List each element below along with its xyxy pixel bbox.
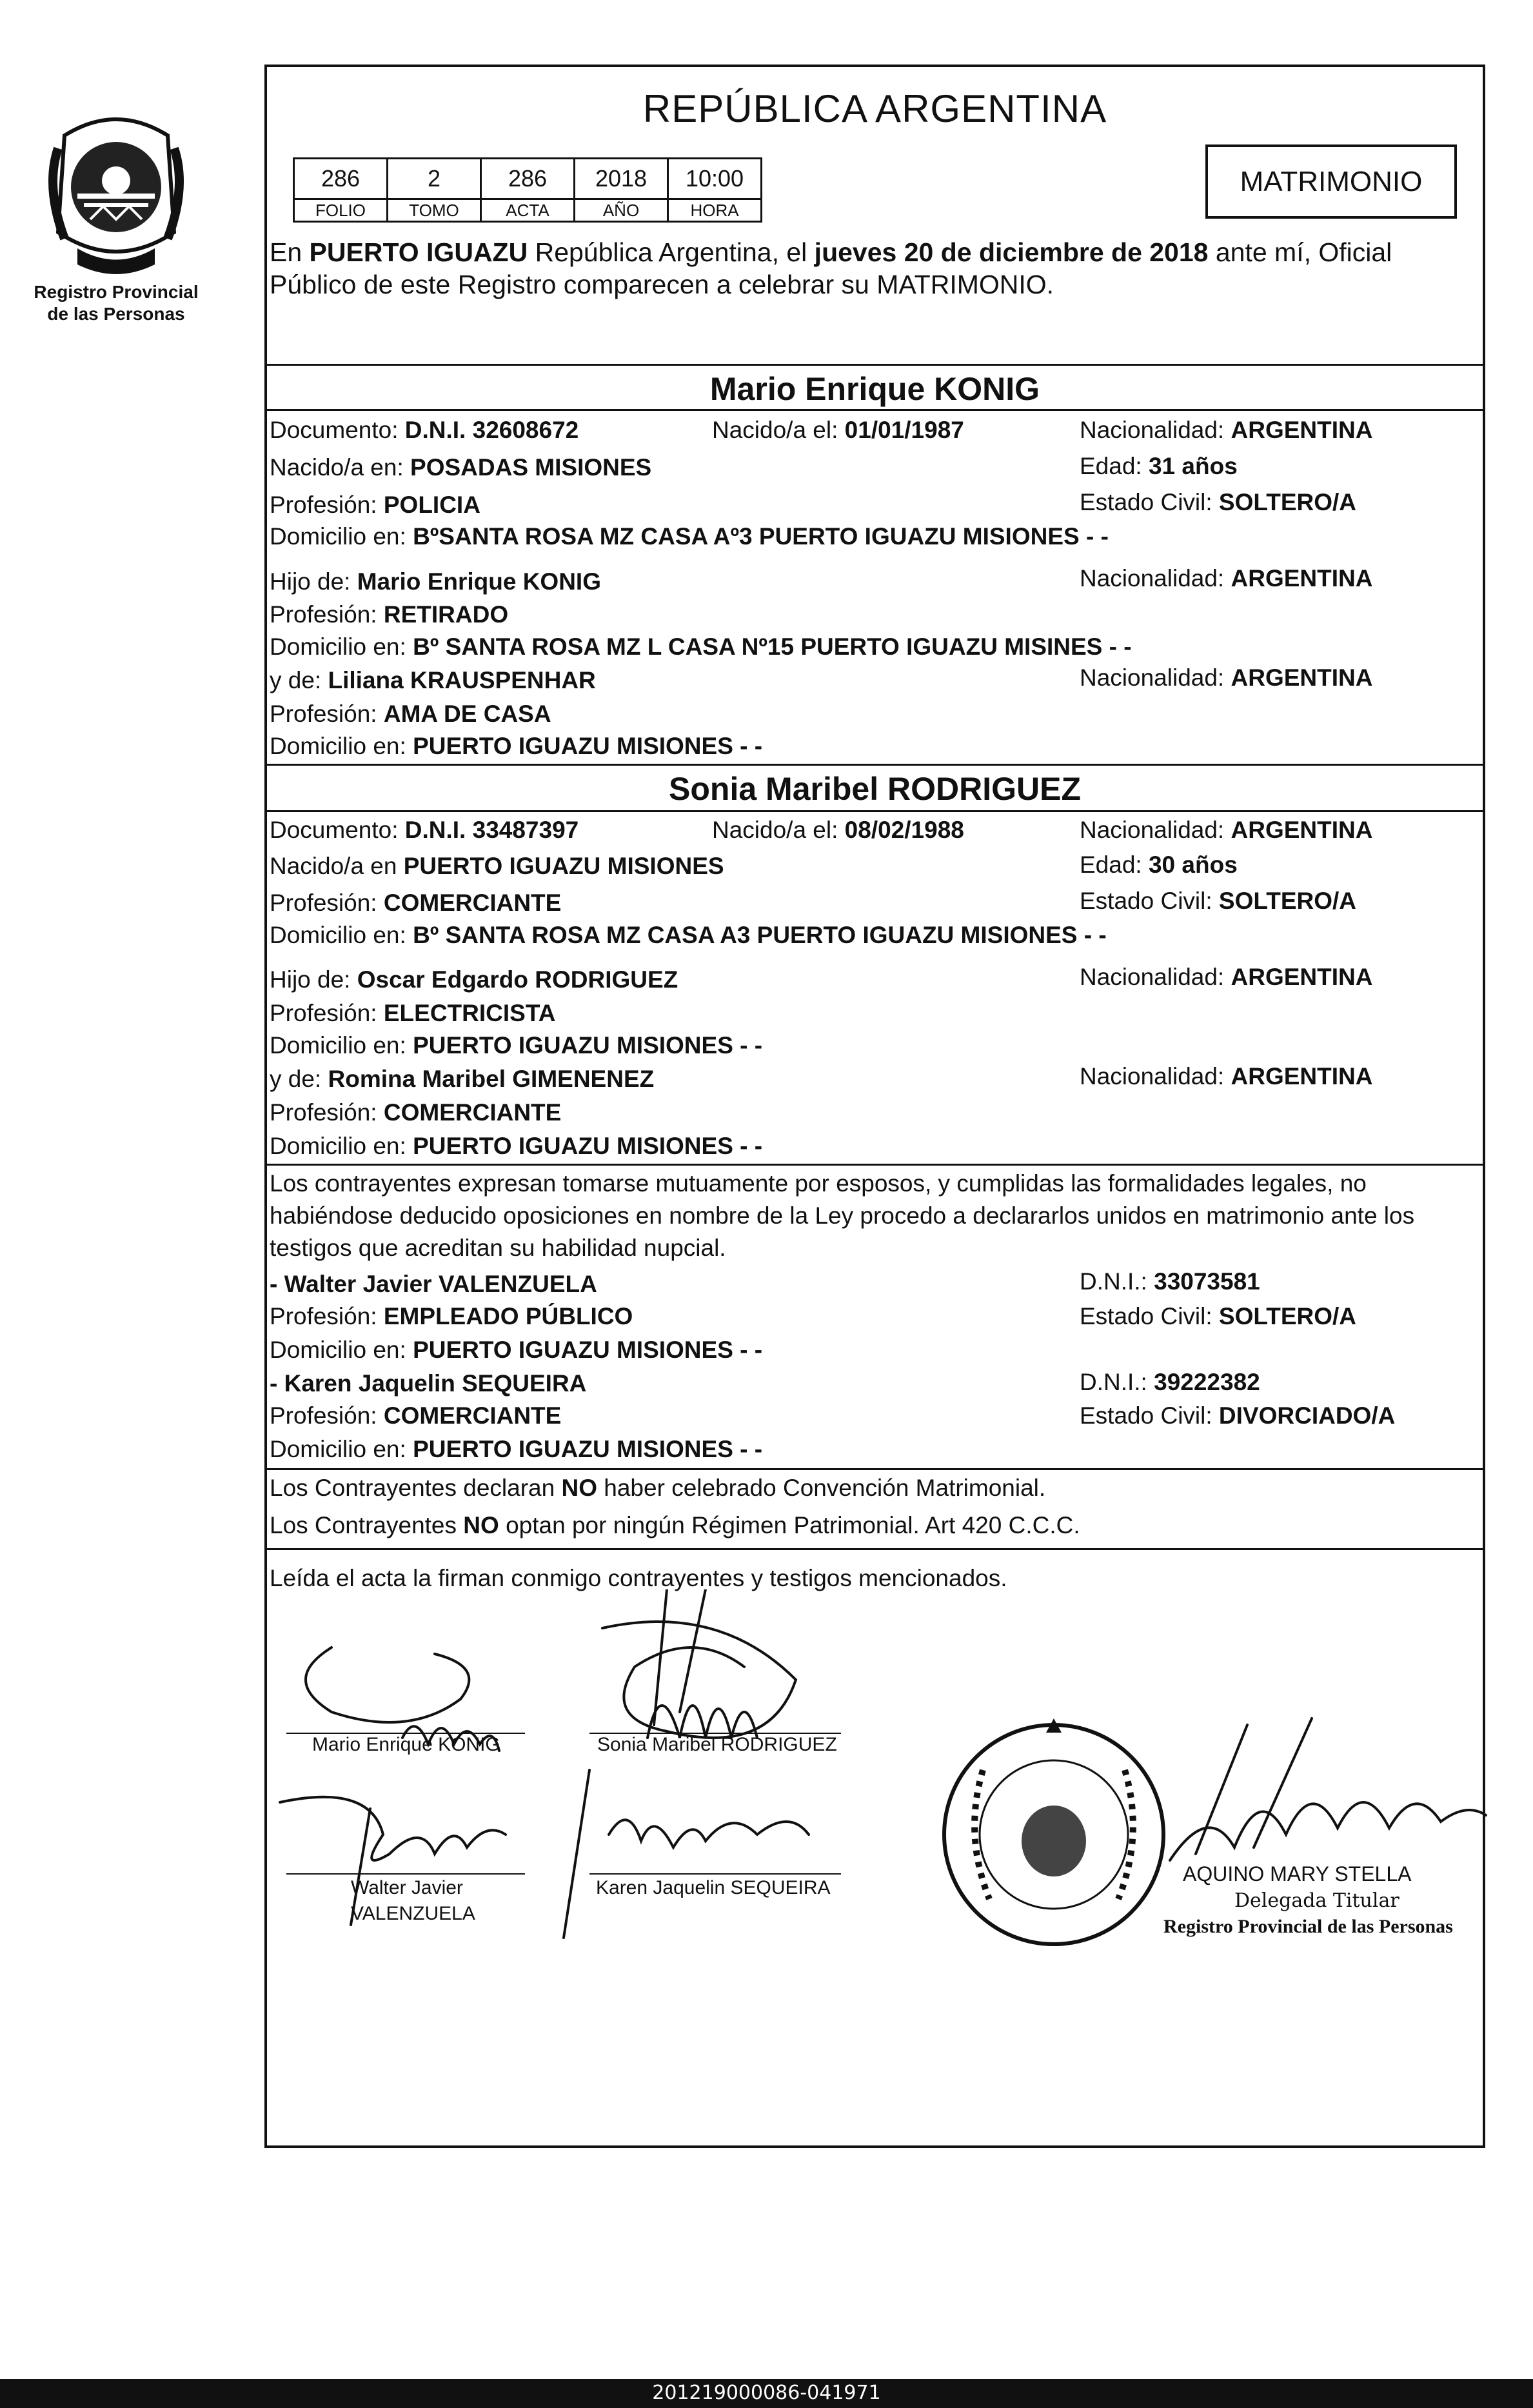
spouse1-dom: BºSANTA ROSA MZ CASA Aº3 PUERTO IGUAZU MISIONES - - (413, 523, 1109, 550)
act-type-box: MATRIMONIO (1205, 144, 1457, 219)
witness1-dom: PUERTO IGUAZU MISIONES - - (413, 1337, 763, 1363)
convention-line-1 (270, 1473, 1045, 1503)
witness1-name: - Walter Javier VALENZUELA (270, 1271, 597, 1297)
convention-line-2 (270, 1511, 1080, 1540)
label: Profesión: (270, 492, 377, 518)
hora-label: HORA (668, 199, 762, 222)
witness1-dni-row (1080, 1267, 1260, 1297)
spouse2-father-prof-row (270, 999, 555, 1028)
label: Nacionalidad: (1080, 565, 1225, 592)
witness2-civil-row (1080, 1401, 1395, 1431)
official-role: Delegada Titular (1234, 1889, 1399, 1912)
label: Edad: (1080, 851, 1142, 878)
spouse2-mother-nat: ARGENTINA (1231, 1063, 1373, 1090)
spouse2-mother-prof-row (270, 1098, 561, 1128)
label: Profesión: (270, 701, 377, 727)
label: D.N.I.: (1080, 1268, 1147, 1295)
label: Profesión: (270, 1099, 377, 1126)
spouse1-prof: POLICIA (383, 492, 480, 518)
tomo-label: TOMO (388, 199, 481, 222)
spouse1-age: 31 años (1148, 453, 1238, 479)
divider (267, 1468, 1483, 1470)
spouse2-name: Sonia Maribel RODRIGUEZ (669, 771, 1081, 807)
spouse1-prof-row (270, 490, 480, 520)
witness2-civil: DIVORCIADO/A (1218, 1402, 1396, 1429)
registry-caption-line2: de las Personas (47, 304, 185, 324)
spouse1-mother-prof: AMA DE CASA (383, 701, 551, 727)
label: Domicilio en: (270, 922, 406, 948)
spouse2-prof-row (270, 888, 561, 918)
label: Hijo de: (270, 568, 351, 595)
spouse1-mother-dom-row (270, 731, 762, 761)
spouse2-age: 30 años (1148, 851, 1238, 878)
acta-value: 286 (481, 159, 575, 199)
intro-text-3: ante mí, Oficial Público de este Registro comparecen a celebrar su MATRIMONIO. (270, 237, 1392, 299)
spouse1-father-prof: RETIRADO (383, 601, 509, 628)
folio-value: 286 (294, 159, 388, 199)
spouse2-mother-dom-row (270, 1131, 762, 1161)
label: Nacido/a en (270, 853, 397, 879)
spouse2-civil-row (1080, 886, 1356, 916)
label: Nacionalidad: (1080, 1063, 1225, 1090)
declaration-paragraph: Los contrayentes expresan tomarse mutuamente por esposos, y cumplidas las formalidades legales, no habiéndose deducido oposiciones en nombre de la Ley procedo a declararlos unidos en matrimonio ante los testigos que acreditan su habilidad nupcial. (270, 1170, 1415, 1261)
spouse2-born-in: PUERTO IGUAZU MISIONES (403, 853, 724, 879)
label: Domicilio en: (270, 1337, 406, 1363)
text-bold: NO (463, 1512, 499, 1538)
label: Documento: (270, 817, 399, 843)
handwritten-signatures (241, 1589, 886, 1976)
spouse2-born-on-row (712, 815, 964, 845)
registry-caption (13, 281, 219, 325)
intro-text-2: República Argentina, el (528, 237, 815, 267)
divider (267, 1548, 1483, 1550)
spouse1-mother: Liliana KRAUSPENHAR (328, 667, 596, 693)
spouse2-mother-dom: PUERTO IGUAZU MISIONES - - (413, 1133, 763, 1159)
witness1-name-row (270, 1269, 597, 1299)
signature-label-witness1a: Walter Javier (351, 1877, 463, 1898)
official-name: AQUINO MARY STELLA (1183, 1862, 1412, 1886)
signature-label-witness2: Karen Jaquelin SEQUEIRA (596, 1877, 831, 1898)
label: Profesión: (270, 601, 377, 628)
spouse1-father-dom-row (270, 632, 1132, 662)
witness2-dom-row (270, 1435, 762, 1464)
label: Nacido/a en: (270, 454, 404, 481)
spouse2-mother: Romina Maribel GIMENENEZ (328, 1066, 655, 1092)
label: D.N.I.: (1080, 1369, 1147, 1395)
spouse2-mother-row (270, 1064, 654, 1094)
label: Nacionalidad: (1080, 417, 1225, 443)
label: Estado Civil: (1080, 888, 1212, 914)
witness1-prof: EMPLEADO PÚBLICO (383, 1303, 633, 1329)
intro-paragraph (270, 236, 1482, 301)
intro-text-1: En (270, 237, 310, 267)
divider (267, 764, 1483, 766)
spouse2-mother-prof: COMERCIANTE (383, 1099, 562, 1126)
spouse1-born-on-row (712, 415, 964, 445)
spouse2-mother-nat-row (1080, 1062, 1372, 1091)
ano-label: AÑO (575, 199, 668, 222)
registry-caption-line1: Registro Provincial (34, 282, 199, 302)
intro-date: jueves 20 de diciembre de 2018 (814, 237, 1209, 267)
witness2-dom: PUERTO IGUAZU MISIONES - - (413, 1436, 763, 1462)
official-signature (1157, 1706, 1492, 1873)
spouse1-father-row (270, 567, 601, 597)
spouse2-born-on: 08/02/1988 (844, 817, 964, 843)
label: y de: (270, 1066, 322, 1092)
witness1-prof-row (270, 1302, 633, 1331)
spouse1-born-on: 01/01/1987 (844, 417, 964, 443)
spouse2-father-prof: ELECTRICISTA (383, 1000, 556, 1026)
spouse2-nat: ARGENTINA (1231, 817, 1373, 843)
witness1-dom-row (270, 1335, 762, 1365)
witness1-civil: SOLTERO/A (1218, 1303, 1357, 1329)
official-stamp (938, 1718, 1170, 1954)
text: haber celebrado Convención Matrimonial. (597, 1475, 1046, 1501)
spouse2-father-dom-row (270, 1031, 762, 1060)
label: Nacionalidad: (1080, 664, 1225, 691)
witness2-name: - Karen Jaquelin SEQUEIRA (270, 1370, 587, 1397)
text-bold: NO (561, 1475, 597, 1501)
record-table (293, 157, 762, 223)
label: Nacionalidad: (1080, 964, 1225, 990)
label: Hijo de: (270, 966, 351, 993)
label: Estado Civil: (1080, 489, 1212, 515)
spouse1-father: Mario Enrique KONIG (357, 568, 601, 595)
spouse1-nat: ARGENTINA (1231, 417, 1373, 443)
spouse1-born-in-row (270, 453, 651, 483)
spouse2-nat-row (1080, 815, 1372, 845)
spouse1-mother-row (270, 666, 596, 695)
reading-statement: Leída el acta la firman conmigo contrayentes y testigos mencionados. (270, 1565, 1007, 1591)
spouse1-civil-row (1080, 488, 1356, 517)
label: Domicilio en: (270, 1133, 406, 1159)
spouse1-mother-dom: PUERTO IGUAZU MISIONES - - (413, 733, 763, 759)
spouse1-doc-row (270, 415, 579, 445)
spouse2-civil: SOLTERO/A (1218, 888, 1357, 914)
tomo-value: 2 (388, 159, 481, 199)
label: Domicilio en: (270, 633, 406, 660)
spouse1-father-prof-row (270, 600, 508, 630)
spouse2-dom-row (270, 920, 1107, 950)
label: Domicilio en: (270, 1436, 406, 1462)
folio-label: FOLIO (294, 199, 388, 222)
spouse2-dom: Bº SANTA ROSA MZ CASA A3 PUERTO IGUAZU MISIONES - - (413, 922, 1107, 948)
witness1-civil-row (1080, 1302, 1356, 1331)
label: Domicilio en: (270, 733, 406, 759)
label: Profesión: (270, 1000, 377, 1026)
spouse2-born-in-row (270, 851, 724, 881)
spouse1-nat-row (1080, 415, 1372, 445)
spouse1-civil: SOLTERO/A (1218, 489, 1357, 515)
label: Profesión: (270, 1402, 377, 1429)
spouse2-father-nat-row (1080, 962, 1372, 992)
spouse2-father-row (270, 965, 678, 995)
label: Edad: (1080, 453, 1142, 479)
spouse2-age-row (1080, 850, 1238, 880)
label: Estado Civil: (1080, 1402, 1212, 1429)
label: Nacido/a el: (712, 817, 838, 843)
label: Profesión: (270, 1303, 377, 1329)
spouse2-prof: COMERCIANTE (383, 890, 562, 916)
text: Los Contrayentes declaran (270, 1475, 562, 1501)
divider (267, 364, 1483, 366)
signature-label-spouse2: Sonia Maribel RODRIGUEZ (597, 1734, 837, 1755)
signature-label-spouse1: Mario Enrique KONIG (312, 1734, 500, 1755)
spouse1-mother-nat-row (1080, 663, 1372, 693)
spouse1-mother-nat: ARGENTINA (1231, 664, 1373, 691)
spouse1-father-nat: ARGENTINA (1231, 565, 1373, 592)
witness1-dni: 33073581 (1154, 1268, 1260, 1295)
spouse2-father: Oscar Edgardo RODRIGUEZ (357, 966, 678, 993)
witness2-name-row (270, 1369, 586, 1398)
spouse1-father-dom: Bº SANTA ROSA MZ L CASA Nº15 PUERTO IGUAZU MISINES - - (413, 633, 1132, 660)
label: Estado Civil: (1080, 1303, 1212, 1329)
spouse1-doc: D.N.I. 32608672 (404, 417, 579, 443)
country-title: REPÚBLICA ARGENTINA (642, 87, 1107, 130)
spouse2-father-dom: PUERTO IGUAZU MISIONES - - (413, 1032, 763, 1059)
spouse2-father-nat: ARGENTINA (1231, 964, 1373, 990)
spouse1-born-in: POSADAS MISIONES (410, 454, 652, 481)
marriage-certificate-form (264, 65, 1485, 2148)
text: Los Contrayentes (270, 1512, 464, 1538)
spouse1-dom-row (270, 522, 1109, 552)
label: Profesión: (270, 890, 377, 916)
spouse2-doc-row (270, 815, 579, 845)
spouse2-doc: D.N.I. 33487397 (404, 817, 579, 843)
label: Nacionalidad: (1080, 817, 1225, 843)
divider (267, 810, 1483, 812)
witness2-prof: COMERCIANTE (383, 1402, 562, 1429)
label: Domicilio en: (270, 523, 406, 550)
label: Nacido/a el: (712, 417, 838, 443)
label: Documento: (270, 417, 399, 443)
spouse1-father-nat-row (1080, 564, 1372, 593)
witness2-dni-row (1080, 1368, 1260, 1397)
text: optan por ningún Régimen Patrimonial. Art 420 C.C.C. (499, 1512, 1080, 1538)
label: y de: (270, 667, 322, 693)
divider (267, 409, 1483, 411)
witness2-prof-row (270, 1401, 561, 1431)
hora-value: 10:00 (668, 159, 762, 199)
divider (267, 1164, 1483, 1166)
intro-city: PUERTO IGUAZU (309, 237, 528, 267)
witness2-dni: 39222382 (1154, 1369, 1260, 1395)
acta-label: ACTA (481, 199, 575, 222)
province-seal-logo (39, 110, 193, 277)
document-code: 201219000086-041971 (652, 2382, 881, 2404)
signature-label-witness1b: VALENZUELA (351, 1903, 475, 1924)
official-office: Registro Provincial de las Personas (1163, 1916, 1453, 1937)
spouse1-age-row (1080, 452, 1238, 481)
ano-value: 2018 (575, 159, 668, 199)
spouse1-mother-prof-row (270, 699, 551, 729)
label: Domicilio en: (270, 1032, 406, 1059)
spouse1-name: Mario Enrique KONIG (709, 371, 1040, 407)
